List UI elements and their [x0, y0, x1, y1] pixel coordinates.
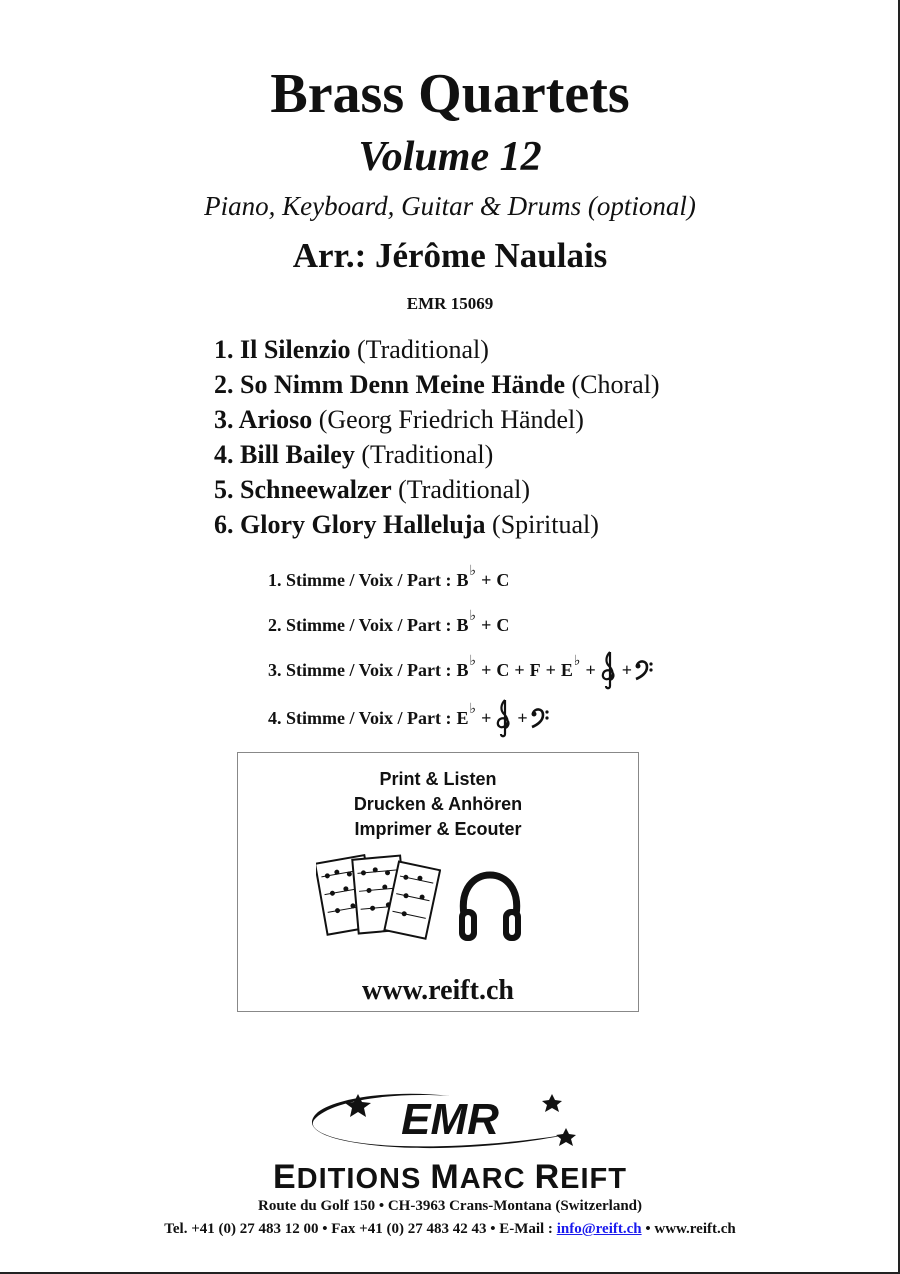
- track-title: 3. Arioso: [214, 405, 313, 434]
- key-e: E: [456, 707, 469, 728]
- part-label: 4. Stimme / Voix / Part :: [268, 707, 452, 728]
- document-title: Brass Quartets: [270, 63, 630, 125]
- key-b: B: [456, 659, 469, 680]
- publisher-word-rest: DITIONS: [296, 1163, 422, 1195]
- track-composer: (Georg Friedrich Händel): [318, 405, 584, 434]
- publisher-initial: E: [272, 1158, 297, 1196]
- sheet-music-icon: [316, 851, 441, 946]
- promo-line-german: Drucken & Anhören: [353, 794, 523, 814]
- publisher-contact: [0, 1221, 900, 1238]
- key-b: B: [456, 614, 469, 635]
- track-list: [214, 332, 660, 542]
- key-e: E: [560, 659, 573, 680]
- part-label: 2. Stimme / Voix / Part :: [268, 614, 452, 635]
- plus-sign: +: [621, 659, 633, 680]
- track-title: 2. So Nimm Denn Meine Hände: [214, 370, 565, 399]
- plus-sign: +: [517, 707, 528, 728]
- publisher-initial: M: [430, 1158, 460, 1196]
- headphones-icon: [454, 869, 526, 947]
- part-row-2: [268, 605, 509, 645]
- publisher-address: Route du Golf 150 • CH-3963 Crans-Montana (Switzerland): [258, 1198, 642, 1214]
- key-b: B: [456, 569, 469, 590]
- plus-sign: +: [514, 659, 525, 680]
- emr-logo-text: EMR: [401, 1095, 499, 1144]
- track-item: [214, 367, 660, 402]
- key-c: C: [496, 659, 510, 680]
- part-label: 3. Stimme / Voix / Part :: [268, 659, 452, 680]
- part-label: 1. Stimme / Voix / Part :: [268, 569, 452, 590]
- track-item: [214, 437, 660, 472]
- promo-line-english: Print & Listen: [379, 769, 497, 789]
- email-link[interactable]: info@reift.ch: [556, 1221, 642, 1237]
- flat-sign: ♭: [469, 563, 477, 579]
- promo-url: www.reift.ch: [362, 975, 514, 1006]
- catalog-number: EMR 15069: [406, 294, 494, 313]
- track-title: 1. Il Silenzio: [214, 335, 351, 364]
- publisher-initial: R: [534, 1158, 561, 1196]
- publisher-name: [0, 1158, 900, 1197]
- arranger: Arr.: Jérôme Naulais: [292, 236, 608, 275]
- track-item: [214, 507, 660, 542]
- track-composer: (Traditional): [357, 335, 489, 364]
- promo-line-french: Imprimer & Ecouter: [354, 819, 522, 839]
- flat-sign: ♭: [469, 608, 477, 624]
- part-row-1: [268, 560, 509, 600]
- key-f: F: [529, 659, 541, 680]
- track-composer: (Traditional): [398, 475, 531, 504]
- contact-phone-fax: Tel. +41 (0) 27 483 12 00 • Fax +41 (0) 27 483 42 43 • E-Mail :: [164, 1221, 553, 1237]
- part-row-4: [268, 698, 552, 738]
- track-composer: (Choral): [571, 370, 660, 399]
- plus-sign: +: [481, 614, 492, 635]
- volume-subtitle: Volume 12: [358, 134, 542, 180]
- print-listen-box: [237, 752, 639, 1012]
- plus-sign: +: [545, 659, 556, 680]
- track-item: [214, 472, 660, 507]
- emr-logo: [300, 1088, 600, 1154]
- treble-clef-icon: [598, 650, 620, 690]
- bass-clef-icon: [530, 707, 550, 729]
- treble-clef-icon: [493, 698, 515, 738]
- instrumentation: Piano, Keyboard, Guitar & Drums (optional): [204, 191, 696, 221]
- track-item: [214, 402, 660, 437]
- track-title: 6. Glory Glory Halleluja: [214, 510, 486, 539]
- plus-sign: +: [481, 707, 492, 728]
- plus-sign: +: [585, 659, 596, 680]
- plus-sign: +: [481, 569, 492, 590]
- contact-website: • www.reift.ch: [645, 1221, 736, 1237]
- track-title: 4. Bill Bailey: [214, 440, 355, 469]
- key-c: C: [496, 614, 510, 635]
- track-composer: (Spiritual): [492, 510, 599, 539]
- plus-sign: +: [481, 659, 492, 680]
- track-composer: (Traditional): [361, 440, 494, 469]
- part-row-3: [268, 650, 656, 690]
- track-item: [214, 332, 660, 367]
- publisher-word-rest: EIFT: [560, 1163, 627, 1195]
- flat-sign: ♭: [469, 701, 477, 717]
- key-c: C: [496, 569, 510, 590]
- bass-clef-icon: [634, 659, 654, 681]
- track-title: 5. Schneewalzer: [214, 475, 392, 504]
- flat-sign: ♭: [573, 653, 581, 669]
- flat-sign: ♭: [469, 653, 477, 669]
- publisher-word-rest: ARC: [459, 1163, 526, 1195]
